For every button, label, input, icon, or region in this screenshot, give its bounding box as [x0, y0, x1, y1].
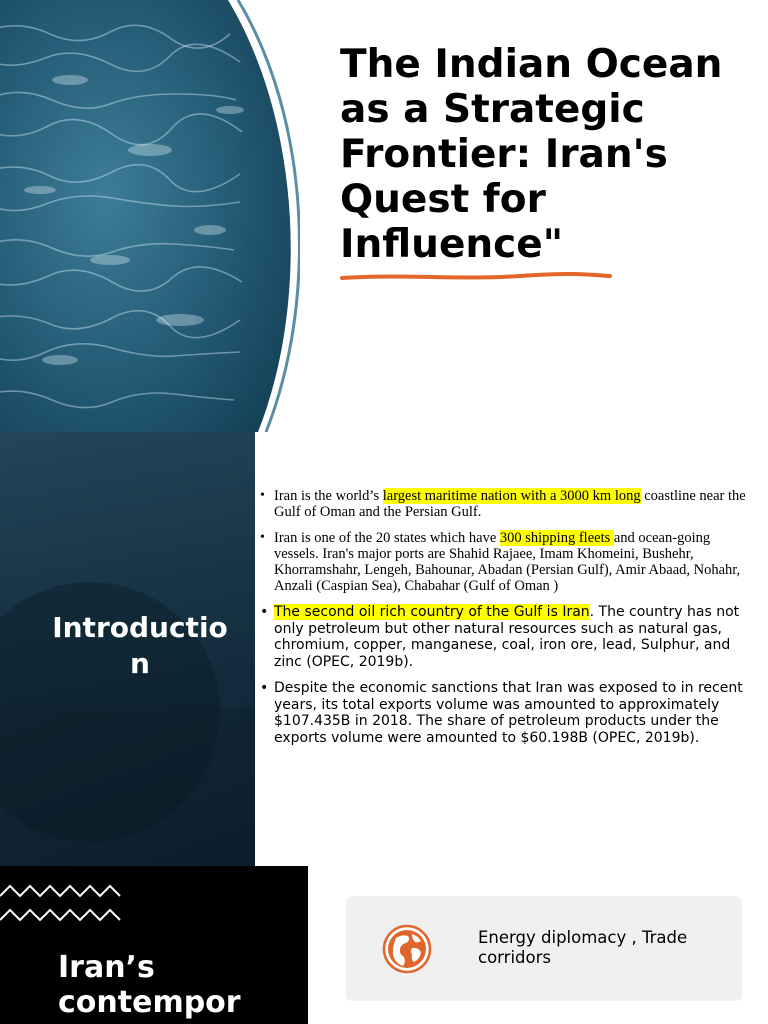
section-heading: Iran’s contempor: [58, 950, 241, 1020]
contemporary-slide: [0, 866, 768, 1024]
title-underline: [340, 270, 612, 284]
card-text: Energy diplomacy , Trade corridors: [478, 928, 688, 967]
highlighted-text: largest maritime nation with a 3000 km long: [382, 488, 641, 504]
introduction-slide: [0, 432, 768, 866]
globe-icon: [382, 924, 432, 974]
ocean-photo: [0, 0, 300, 432]
highlighted-text: 300 shipping fleets: [499, 530, 614, 546]
list-item: • Iran is the world’s largest maritime nation with a 3000 km long coastline near the Gulf of Oman and the Persian Gulf.: [258, 488, 748, 520]
list-item: • Iran is one of the 20 states which have 300 shipping fleets and ocean-going vessels. Iran's major ports are Shahid Rajaee, Imam Khomeini, Bushehr, Khorramshahr, Lengeh, Bahounar, Abadan (Persian Gulf), Amir Abaad, Nohahr, Anzali (Caspian Sea), Chabahar (Gulf of Oman ): [258, 530, 748, 594]
intro-panel: [0, 432, 255, 866]
intro-heading: Introduction: [52, 611, 228, 680]
intro-bullet-list: [258, 488, 748, 756]
slide-title: The Indian Ocean as a Strategic Frontier: Iran's Quest for Influence": [340, 42, 723, 267]
list-item: • Despite the economic sanctions that Iran was exposed to in recent years, its total exports volume was amounted to approximately $107.435B in 2018. The share of petroleum products under the exports volume were amounted to $60.198B (OPEC, 2019b).: [258, 680, 748, 746]
topic-card: [346, 896, 742, 1001]
list-item: • The second oil rich country of the Gulf is Iran. The country has not only petroleum but other natural resources such as natural gas, chromium, copper, manganese, coal, iron ore, lead, Sulphur, and zinc (OPEC, 2019b).: [258, 604, 748, 670]
zigzag-decoration: [0, 880, 124, 926]
title-slide: [0, 0, 768, 432]
dark-panel: [0, 866, 308, 1024]
highlighted-text: The second oil rich country of the Gulf is Iran: [274, 604, 590, 620]
